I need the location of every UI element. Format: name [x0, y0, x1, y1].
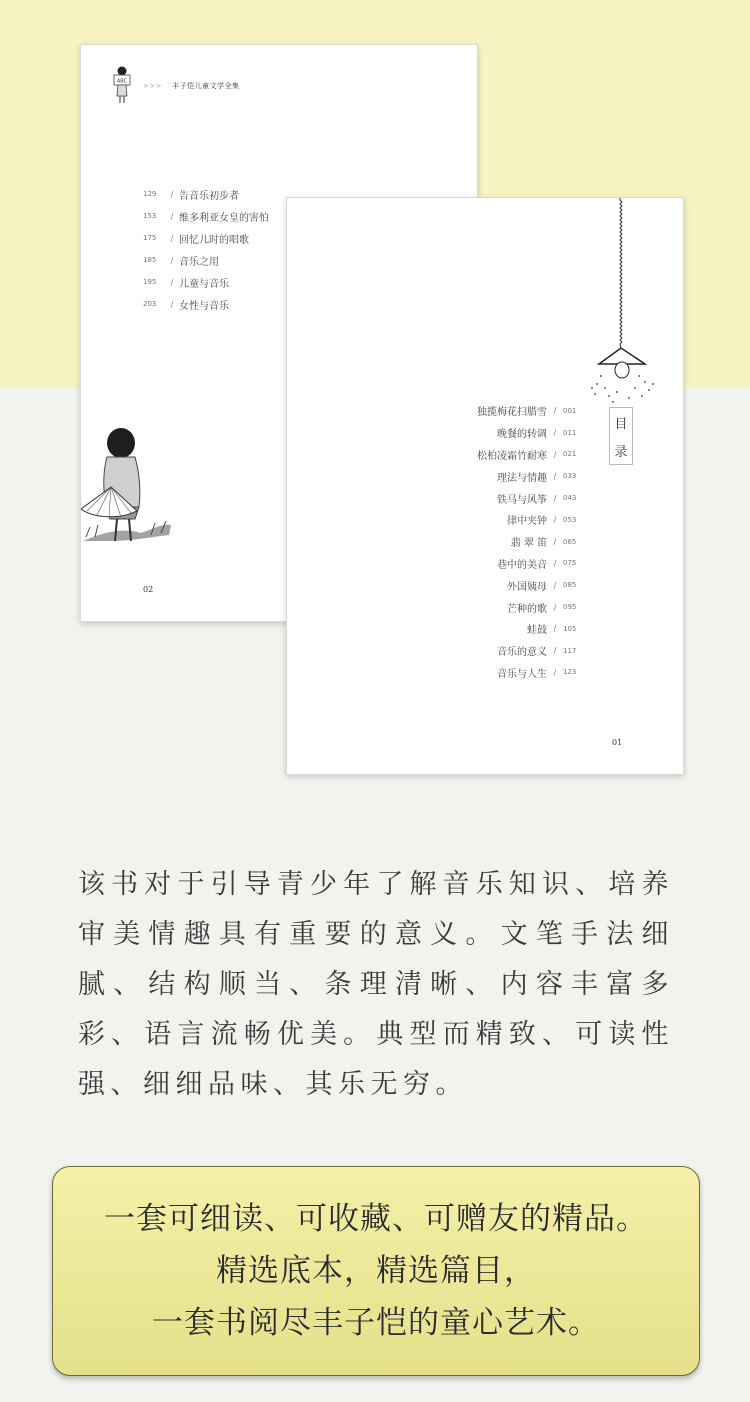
toc-separator: /: [553, 646, 557, 656]
toc-page-number: 105: [563, 624, 577, 633]
toc-separator: /: [553, 449, 557, 459]
series-title: 丰子恺儿童文学全集: [172, 82, 240, 90]
toc-item: [143, 227, 269, 249]
toc-separator: /: [553, 515, 557, 525]
toc-title: 松柏凌霜竹耐寒: [477, 450, 547, 462]
toc-item: [477, 509, 579, 531]
toc-item: [477, 662, 579, 684]
toc-separator: /: [170, 189, 174, 199]
toc-title: 理法与情趣: [497, 472, 547, 484]
toc-page-number: 203: [143, 300, 157, 308]
toc-separator: /: [170, 211, 174, 221]
toc-separator: /: [553, 667, 557, 677]
toc-title: 儿童与音乐: [179, 278, 229, 290]
toc-list-left: [143, 183, 269, 315]
quote-line: 精选底本，精选篇目，: [216, 1253, 536, 1289]
toc-title: 独揽梅花扫腊雪: [477, 407, 547, 419]
toc-page-number: 043: [563, 494, 577, 503]
toc-page-number: 095: [563, 603, 577, 612]
toc-page-number: 123: [563, 668, 577, 677]
toc-page-number: 075: [563, 559, 577, 568]
toc-item: [477, 531, 579, 553]
page-number: 02: [143, 585, 154, 594]
toc-title: 音乐与人生: [497, 668, 547, 680]
toc-title: 维多利亚女皇的害怕: [179, 212, 269, 224]
toc-separator: /: [553, 602, 557, 612]
toc-title: 巷中的美音: [497, 559, 547, 571]
toc-page-number: 185: [143, 256, 157, 264]
toc-page-number: 129: [143, 190, 157, 198]
quote-line: 一套书阅尽丰子恺的童心艺术。: [152, 1305, 600, 1341]
toc-separator: /: [170, 277, 174, 287]
quote-line: 一套可细读、可收藏、可赠友的精品。: [104, 1201, 648, 1237]
child-with-fan-illustration: [81, 423, 173, 555]
toc-title: 告音乐初步者: [179, 190, 239, 202]
toc-item: [477, 487, 579, 509]
toc-separator: /: [170, 299, 174, 309]
toc-title: 晚餐的转调: [497, 429, 547, 441]
toc-page-number: 053: [563, 515, 577, 524]
toc-item: [477, 596, 579, 618]
toc-page-number: 001: [563, 406, 577, 415]
highlight-quote-box: [52, 1166, 700, 1376]
toc-page-number: 021: [563, 450, 577, 459]
toc-item: [477, 444, 579, 466]
toc-page-number: 195: [143, 278, 157, 286]
toc-separator: /: [553, 471, 557, 481]
toc-separator: /: [553, 406, 557, 416]
toc-separator: /: [553, 537, 557, 547]
toc-item: [143, 271, 269, 293]
toc-title: 铁马与风筝: [497, 494, 547, 506]
series-header: [143, 81, 240, 91]
toc-page-number: 117: [563, 646, 577, 655]
toc-title: 女性与音乐: [179, 300, 229, 312]
toc-item: [477, 400, 579, 422]
toc-page-number: 011: [563, 428, 577, 437]
toc-item: [143, 183, 269, 205]
toc-list-right: [477, 400, 579, 683]
toc-item: [477, 618, 579, 640]
toc-separator: /: [553, 580, 557, 590]
toc-page-number: 085: [563, 581, 577, 590]
toc-separator: /: [170, 255, 174, 265]
header-arrows: >>>: [143, 82, 163, 90]
toc-title: 翡 翠 笛: [510, 538, 547, 550]
book-page-right: [286, 197, 684, 775]
toc-title: 音乐的意义: [497, 647, 547, 659]
toc-page-number: 153: [143, 212, 157, 220]
toc-item: [477, 574, 579, 596]
toc-item: [477, 553, 579, 575]
toc-separator: /: [553, 624, 557, 634]
toc-item: [477, 422, 579, 444]
toc-title: 蛙鼓: [527, 625, 547, 637]
contents-heading: [609, 407, 633, 465]
toc-item: [477, 640, 579, 662]
contents-char: 录: [614, 444, 628, 460]
toc-page-number: 033: [563, 472, 577, 481]
toc-title: 回忆儿时的唱歌: [179, 234, 249, 246]
toc-title: 芒种的歌: [507, 603, 547, 615]
toc-title: 音乐之用: [179, 256, 219, 268]
toc-title: 外国姨母: [507, 581, 547, 593]
toc-item: [477, 465, 579, 487]
contents-char: 目: [614, 416, 628, 432]
toc-page-number: 065: [563, 537, 577, 546]
child-holding-sign-icon: [111, 65, 133, 107]
svg-text:ABC: ABC: [116, 78, 128, 85]
toc-separator: /: [553, 558, 557, 568]
hanging-lamp-icon: [587, 198, 659, 408]
toc-title: 律中夹钟: [507, 516, 547, 528]
toc-item: [143, 293, 269, 315]
toc-separator: /: [553, 493, 557, 503]
toc-separator: /: [553, 428, 557, 438]
toc-separator: /: [170, 233, 174, 243]
toc-item: [143, 205, 269, 227]
toc-page-number: 175: [143, 234, 157, 242]
page-number: 01: [612, 738, 623, 747]
toc-item: [143, 249, 269, 271]
intro-paragraph: 该书对于引导青少年了解音乐知识、培养审美情趣具有重要的意义。文笔手法细腻、结构顺当、条理清晰、内容丰富多彩、语言流畅优美。典型而精致、可读性强、细细品味、其乐无穷。: [78, 869, 674, 1100]
